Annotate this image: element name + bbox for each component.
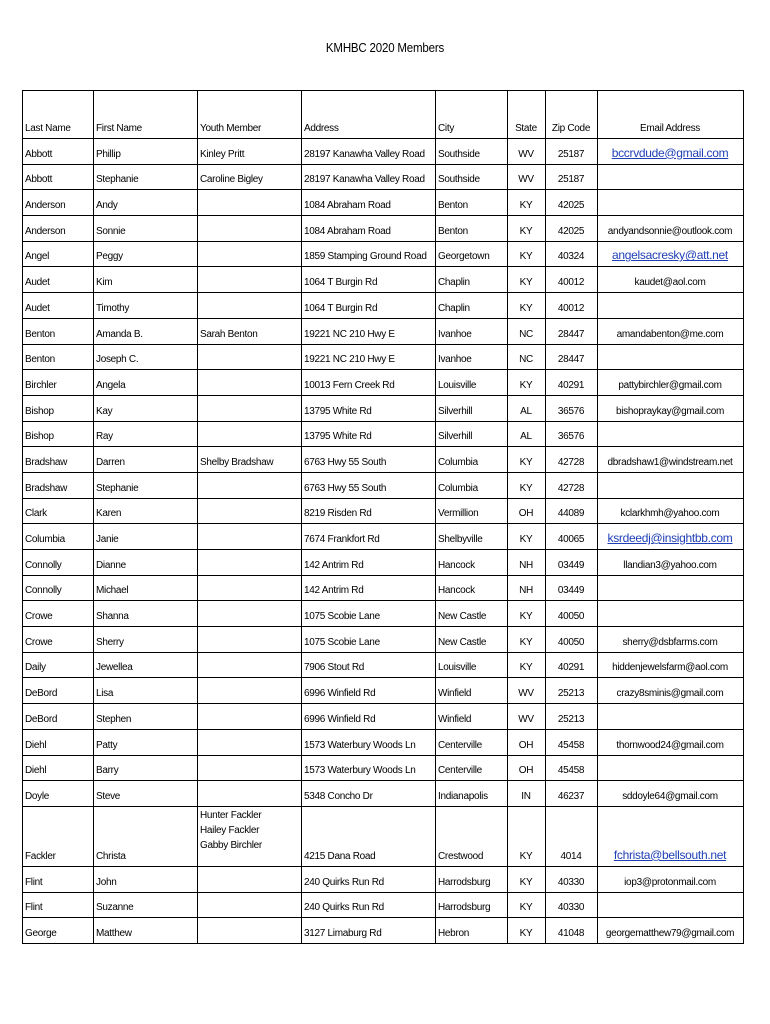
cell-zip-code: 03449 <box>546 550 598 576</box>
cell-last-name: Angel <box>23 241 94 267</box>
cell-last-name: DeBord <box>23 704 94 730</box>
cell-last-name: Flint <box>23 892 94 918</box>
cell-city: Louisville <box>436 370 508 396</box>
table-row <box>23 216 744 242</box>
cell-email-address: sherry@dsbfarms.com <box>598 627 744 653</box>
cell-address: 8219 Risden Rd <box>302 498 436 524</box>
cell-last-name: DeBord <box>23 678 94 704</box>
cell-state: WV <box>508 678 546 704</box>
cell-zip-code: 40050 <box>546 627 598 653</box>
header-address: Address <box>302 91 436 139</box>
cell-last-name: Columbia <box>23 524 94 550</box>
cell-city: Benton <box>436 190 508 216</box>
header-first-name: First Name <box>94 91 198 139</box>
table-row <box>23 806 744 866</box>
table-row <box>23 704 744 730</box>
email-link[interactable]: ksrdeedj@insightbb.com <box>607 531 733 545</box>
cell-email-address <box>598 806 744 866</box>
cell-last-name: Benton <box>23 318 94 344</box>
cell-address: 1075 Scobie Lane <box>302 627 436 653</box>
cell-address: 19221 NC 210 Hwy E <box>302 318 436 344</box>
cell-city: Hancock <box>436 550 508 576</box>
cell-first-name: Janie <box>94 524 198 550</box>
table-row <box>23 139 744 165</box>
cell-last-name: Diehl <box>23 729 94 755</box>
cell-city: Louisville <box>436 652 508 678</box>
cell-zip-code: 28447 <box>546 344 598 370</box>
email-link[interactable]: angelsacresky@att.net <box>612 248 728 263</box>
cell-address: 7674 Frankfort Rd <box>302 524 436 550</box>
cell-state: NC <box>508 318 546 344</box>
cell-last-name: Crowe <box>23 627 94 653</box>
table-row <box>23 190 744 216</box>
cell-first-name: Joseph C. <box>94 344 198 370</box>
cell-zip-code: 46237 <box>546 781 598 807</box>
cell-first-name: Dianne <box>94 550 198 576</box>
cell-first-name: Jewellea <box>94 652 198 678</box>
cell-state: AL <box>508 421 546 447</box>
cell-email-address <box>598 524 744 550</box>
cell-last-name: Audet <box>23 293 94 319</box>
table-row <box>23 892 744 918</box>
youth-member-name: Gabby Birchler <box>200 839 262 851</box>
youth-member-name: Hailey Fackler <box>200 824 260 836</box>
cell-state: KY <box>508 524 546 550</box>
cell-first-name: Kim <box>94 267 198 293</box>
table-row <box>23 421 744 447</box>
page-title: KMHBC 2020 Members <box>325 41 445 55</box>
cell-first-name: Matthew <box>94 918 198 944</box>
cell-address: 13795 White Rd <box>302 395 436 421</box>
cell-city: Chaplin <box>436 293 508 319</box>
cell-city: Crestwood <box>436 806 508 866</box>
cell-zip-code: 45458 <box>546 755 598 781</box>
cell-zip-code: 44089 <box>546 498 598 524</box>
table-row <box>23 447 744 473</box>
cell-zip-code: 40330 <box>546 866 598 892</box>
table-row <box>23 472 744 498</box>
cell-state: KY <box>508 627 546 653</box>
cell-city: New Castle <box>436 601 508 627</box>
table-row <box>23 678 744 704</box>
cell-last-name: Bradshaw <box>23 447 94 473</box>
cell-email-address <box>598 241 744 267</box>
table-row <box>23 241 744 267</box>
cell-last-name: Audet <box>23 267 94 293</box>
cell-first-name: Steve <box>94 781 198 807</box>
cell-city: Georgetown <box>436 241 508 267</box>
cell-last-name: Connolly <box>23 550 94 576</box>
header-row <box>23 91 744 139</box>
cell-first-name: Timothy <box>94 293 198 319</box>
cell-zip-code: 40012 <box>546 267 598 293</box>
cell-address: 1573 Waterbury Woods Ln <box>302 729 436 755</box>
cell-youth-member <box>198 395 302 421</box>
cell-last-name: Clark <box>23 498 94 524</box>
cell-zip-code: 40330 <box>546 892 598 918</box>
cell-city: Silverhill <box>436 395 508 421</box>
cell-address: 240 Quirks Run Rd <box>302 866 436 892</box>
cell-city: Hancock <box>436 575 508 601</box>
cell-last-name: Bishop <box>23 395 94 421</box>
cell-zip-code: 42728 <box>546 447 598 473</box>
table-row <box>23 866 744 892</box>
cell-last-name: Benton <box>23 344 94 370</box>
cell-city: Centerville <box>436 729 508 755</box>
cell-youth-member <box>198 216 302 242</box>
cell-last-name: Bishop <box>23 421 94 447</box>
cell-city: Chaplin <box>436 267 508 293</box>
cell-state: WV <box>508 704 546 730</box>
cell-youth-member <box>198 524 302 550</box>
cell-city: Southside <box>436 164 508 190</box>
cell-zip-code: 40324 <box>546 241 598 267</box>
cell-city: Ivanhoe <box>436 344 508 370</box>
cell-city: Harrodsburg <box>436 866 508 892</box>
cell-state: OH <box>508 498 546 524</box>
header-city: City <box>436 91 508 139</box>
cell-address: 142 Antrim Rd <box>302 575 436 601</box>
cell-zip-code: 25187 <box>546 139 598 165</box>
cell-city: Southside <box>436 139 508 165</box>
cell-city: Columbia <box>436 447 508 473</box>
cell-first-name: Stephanie <box>94 472 198 498</box>
cell-first-name: Angela <box>94 370 198 396</box>
cell-city: Harrodsburg <box>436 892 508 918</box>
cell-email-address: thornwood24@gmail.com <box>598 729 744 755</box>
cell-address: 7906 Stout Rd <box>302 652 436 678</box>
cell-last-name: Diehl <box>23 755 94 781</box>
cell-email-address: amandabenton@me.com <box>598 318 744 344</box>
cell-email-address: hiddenjewelsfarm@aol.com <box>598 652 744 678</box>
cell-address: 4215 Dana Road <box>302 806 436 866</box>
cell-zip-code: 25213 <box>546 678 598 704</box>
cell-address: 1075 Scobie Lane <box>302 601 436 627</box>
cell-first-name: Peggy <box>94 241 198 267</box>
cell-city: Centerville <box>436 755 508 781</box>
table-row <box>23 755 744 781</box>
cell-youth-member <box>198 866 302 892</box>
cell-first-name: John <box>94 866 198 892</box>
table-row <box>23 550 744 576</box>
cell-email-address: iop3@protonmail.com <box>598 866 744 892</box>
cell-youth-member <box>198 918 302 944</box>
email-link[interactable]: bccrvdude@gmail.com <box>611 145 729 160</box>
table-row <box>23 370 744 396</box>
cell-last-name: Anderson <box>23 190 94 216</box>
cell-zip-code: 28447 <box>546 318 598 344</box>
cell-first-name: Sherry <box>94 627 198 653</box>
cell-zip-code: 40291 <box>546 370 598 396</box>
table-row <box>23 575 744 601</box>
cell-state: KY <box>508 472 546 498</box>
cell-youth-member <box>198 601 302 627</box>
cell-first-name: Lisa <box>94 678 198 704</box>
cell-city: Winfield <box>436 678 508 704</box>
table-row <box>23 293 744 319</box>
cell-address: 5348 Concho Dr <box>302 781 436 807</box>
cell-first-name: Christa <box>94 806 198 866</box>
header-zip-code: Zip Code <box>546 91 598 139</box>
cell-email-address <box>598 755 744 781</box>
cell-address: 142 Antrim Rd <box>302 550 436 576</box>
cell-address: 6996 Winfield Rd <box>302 704 436 730</box>
cell-state: AL <box>508 395 546 421</box>
cell-email-address: kclarkhmh@yahoo.com <box>598 498 744 524</box>
cell-youth-member <box>198 293 302 319</box>
cell-email-address <box>598 293 744 319</box>
table-row <box>23 652 744 678</box>
cell-email-address <box>598 421 744 447</box>
cell-first-name: Stephanie <box>94 164 198 190</box>
table-row <box>23 164 744 190</box>
cell-address: 6996 Winfield Rd <box>302 678 436 704</box>
table-row <box>23 267 744 293</box>
header-email-address: Email Address <box>598 91 744 139</box>
cell-state: KY <box>508 293 546 319</box>
cell-last-name: Birchler <box>23 370 94 396</box>
cell-city: Winfield <box>436 704 508 730</box>
cell-email-address <box>598 704 744 730</box>
cell-email-address: bishopraykay@gmail.com <box>598 395 744 421</box>
cell-youth-member <box>198 267 302 293</box>
cell-state: KY <box>508 447 546 473</box>
cell-last-name: Fackler <box>23 806 94 866</box>
cell-state: WV <box>508 139 546 165</box>
cell-email-address: georgematthew79@gmail.com <box>598 918 744 944</box>
email-link[interactable]: fchrista@bellsouth.net <box>613 847 727 862</box>
cell-youth-member <box>198 892 302 918</box>
cell-state: KY <box>508 216 546 242</box>
table-row <box>23 729 744 755</box>
cell-address: 6763 Hwy 55 South <box>302 447 436 473</box>
cell-state: OH <box>508 755 546 781</box>
cell-address: 6763 Hwy 55 South <box>302 472 436 498</box>
cell-zip-code: 42728 <box>546 472 598 498</box>
cell-zip-code: 45458 <box>546 729 598 755</box>
cell-youth-member <box>198 678 302 704</box>
cell-email-address: pattybirchler@gmail.com <box>598 370 744 396</box>
table-row <box>23 524 744 550</box>
cell-state: KY <box>508 652 546 678</box>
cell-first-name: Kay <box>94 395 198 421</box>
cell-zip-code: 40065 <box>546 524 598 550</box>
cell-state: OH <box>508 729 546 755</box>
cell-address: 1064 T Burgin Rd <box>302 293 436 319</box>
cell-first-name: Shanna <box>94 601 198 627</box>
cell-zip-code: 42025 <box>546 216 598 242</box>
cell-address: 1064 T Burgin Rd <box>302 267 436 293</box>
cell-youth-member <box>198 241 302 267</box>
cell-first-name: Ray <box>94 421 198 447</box>
cell-address: 1084 Abraham Road <box>302 190 436 216</box>
cell-state: KY <box>508 918 546 944</box>
cell-address: 10013 Fern Creek Rd <box>302 370 436 396</box>
cell-email-address <box>598 575 744 601</box>
cell-address: 28197 Kanawha Valley Road <box>302 164 436 190</box>
cell-youth-member: Shelby Bradshaw <box>198 447 302 473</box>
cell-zip-code: 41048 <box>546 918 598 944</box>
cell-state: KY <box>508 601 546 627</box>
cell-city: Silverhill <box>436 421 508 447</box>
cell-city: Indianapolis <box>436 781 508 807</box>
cell-last-name: Anderson <box>23 216 94 242</box>
cell-city: Columbia <box>436 472 508 498</box>
cell-email-address: andyandsonnie@outlook.com <box>598 216 744 242</box>
cell-address: 1573 Waterbury Woods Ln <box>302 755 436 781</box>
cell-email-address <box>598 164 744 190</box>
cell-youth-member <box>198 627 302 653</box>
cell-city: New Castle <box>436 627 508 653</box>
cell-youth-member: Caroline Bigley <box>198 164 302 190</box>
cell-state: NH <box>508 575 546 601</box>
cell-zip-code: 40012 <box>546 293 598 319</box>
cell-youth-member <box>198 550 302 576</box>
cell-zip-code: 40050 <box>546 601 598 627</box>
cell-last-name: Daily <box>23 652 94 678</box>
cell-state: NH <box>508 550 546 576</box>
cell-youth-member <box>198 472 302 498</box>
cell-youth-member <box>198 344 302 370</box>
cell-youth-member <box>198 652 302 678</box>
cell-address: 3127 Limaburg Rd <box>302 918 436 944</box>
cell-email-address <box>598 344 744 370</box>
cell-youth-member: Kinley Pritt <box>198 139 302 165</box>
cell-last-name: Bradshaw <box>23 472 94 498</box>
cell-address: 240 Quirks Run Rd <box>302 892 436 918</box>
cell-first-name: Darren <box>94 447 198 473</box>
cell-email-address: llandian3@yahoo.com <box>598 550 744 576</box>
cell-zip-code: 4014 <box>546 806 598 866</box>
cell-zip-code: 03449 <box>546 575 598 601</box>
cell-first-name: Phillip <box>94 139 198 165</box>
cell-address: 13795 White Rd <box>302 421 436 447</box>
cell-first-name: Amanda B. <box>94 318 198 344</box>
cell-email-address: dbradshaw1@windstream.net <box>598 447 744 473</box>
cell-state: NC <box>508 344 546 370</box>
cell-last-name: Doyle <box>23 781 94 807</box>
table-row <box>23 344 744 370</box>
header-last-name: Last Name <box>23 91 94 139</box>
cell-state: WV <box>508 164 546 190</box>
header-youth-member: Youth Member <box>198 91 302 139</box>
table-row <box>23 498 744 524</box>
cell-youth-member <box>198 755 302 781</box>
cell-youth-member <box>198 498 302 524</box>
cell-address: 1084 Abraham Road <box>302 216 436 242</box>
cell-first-name: Barry <box>94 755 198 781</box>
members-table <box>22 90 744 944</box>
cell-last-name: Crowe <box>23 601 94 627</box>
cell-last-name: Flint <box>23 866 94 892</box>
cell-email-address <box>598 139 744 165</box>
cell-youth-member <box>198 704 302 730</box>
cell-email-address: kaudet@aol.com <box>598 267 744 293</box>
cell-state: KY <box>508 806 546 866</box>
youth-member-name: Hunter Fackler <box>200 809 262 821</box>
cell-state: KY <box>508 866 546 892</box>
cell-last-name: Abbott <box>23 139 94 165</box>
cell-first-name: Patty <box>94 729 198 755</box>
table-row <box>23 627 744 653</box>
cell-address: 28197 Kanawha Valley Road <box>302 139 436 165</box>
cell-zip-code: 42025 <box>546 190 598 216</box>
cell-email-address <box>598 190 744 216</box>
cell-address: 1859 Stamping Ground Road <box>302 241 436 267</box>
header-state: State <box>508 91 546 139</box>
cell-city: Hebron <box>436 918 508 944</box>
cell-zip-code: 36576 <box>546 395 598 421</box>
cell-city: Ivanhoe <box>436 318 508 344</box>
cell-first-name: Andy <box>94 190 198 216</box>
cell-state: KY <box>508 267 546 293</box>
cell-state: KY <box>508 241 546 267</box>
cell-email-address: crazy8sminis@gmail.com <box>598 678 744 704</box>
cell-youth-member <box>198 781 302 807</box>
cell-city: Vermillion <box>436 498 508 524</box>
cell-first-name: Stephen <box>94 704 198 730</box>
cell-youth-member <box>198 575 302 601</box>
cell-last-name: George <box>23 918 94 944</box>
cell-address: 19221 NC 210 Hwy E <box>302 344 436 370</box>
cell-first-name: Sonnie <box>94 216 198 242</box>
cell-first-name: Suzanne <box>94 892 198 918</box>
cell-email-address: sddoyle64@gmail.com <box>598 781 744 807</box>
table-row <box>23 918 744 944</box>
cell-email-address <box>598 892 744 918</box>
table-row <box>23 395 744 421</box>
cell-state: KY <box>508 190 546 216</box>
cell-zip-code: 36576 <box>546 421 598 447</box>
cell-city: Shelbyville <box>436 524 508 550</box>
cell-state: IN <box>508 781 546 807</box>
cell-email-address <box>598 601 744 627</box>
cell-youth-member <box>198 421 302 447</box>
cell-email-address <box>598 472 744 498</box>
cell-youth-member: Sarah Benton <box>198 318 302 344</box>
table-row <box>23 318 744 344</box>
cell-first-name: Karen <box>94 498 198 524</box>
cell-last-name: Connolly <box>23 575 94 601</box>
cell-state: KY <box>508 370 546 396</box>
cell-first-name: Michael <box>94 575 198 601</box>
cell-last-name: Abbott <box>23 164 94 190</box>
table-row <box>23 781 744 807</box>
cell-state: KY <box>508 892 546 918</box>
cell-youth-member <box>198 729 302 755</box>
cell-zip-code: 25187 <box>546 164 598 190</box>
cell-youth-member <box>198 370 302 396</box>
cell-city: Benton <box>436 216 508 242</box>
cell-zip-code: 25213 <box>546 704 598 730</box>
cell-youth-member <box>198 190 302 216</box>
cell-youth-member <box>198 806 302 866</box>
table-row <box>23 601 744 627</box>
cell-zip-code: 40291 <box>546 652 598 678</box>
